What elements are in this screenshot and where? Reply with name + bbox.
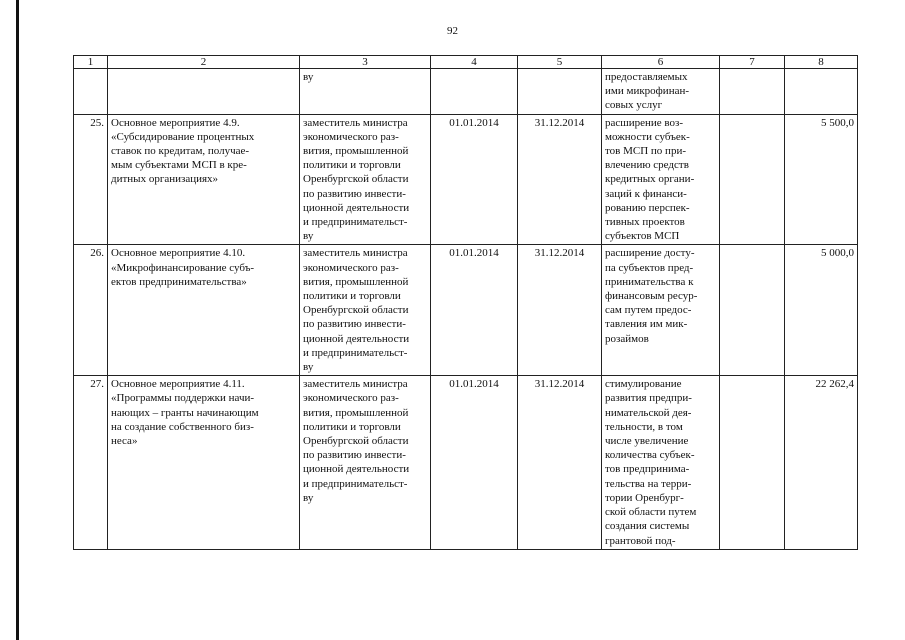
text-line: финансовым ресур- [605, 290, 698, 303]
text-line: тавления им мик- [605, 318, 688, 331]
event-cell [108, 114, 300, 245]
end-date: 31.12.2014 [518, 114, 602, 245]
start-date: 01.01.2014 [431, 245, 518, 376]
header-col-1: 1 [74, 56, 108, 69]
col7-cell [720, 376, 785, 549]
text-line: политики и торговли [303, 159, 401, 172]
text-line: Оренбургской области [303, 173, 409, 186]
result-cell [602, 114, 720, 245]
text-line: па субъектов пред- [605, 261, 694, 274]
row-number: 26. [74, 245, 108, 376]
text-line: заместитель министра [303, 116, 408, 129]
text-line: тов предпринима- [605, 463, 690, 476]
text-line: тов МСП по при- [605, 145, 686, 158]
text-line: принимательства к [605, 275, 694, 288]
row-number: 27. [74, 376, 108, 549]
text-line: ву [303, 71, 314, 83]
end-date: 31.12.2014 [518, 376, 602, 549]
header-col-7: 7 [720, 56, 785, 69]
cell-empty [431, 69, 518, 115]
scan-left-edge-bar [16, 0, 19, 640]
text-line: Оренбургской области [303, 435, 409, 448]
text-line: Основное мероприятие 4.10. [111, 247, 246, 260]
page-number: 92 [447, 25, 458, 37]
text-line: «Программы поддержки начи- [111, 392, 255, 405]
header-col-2: 2 [108, 56, 300, 69]
text-line: по развитию инвести- [303, 187, 406, 200]
result-cell [602, 69, 720, 115]
text-line: заместитель министра [303, 247, 408, 260]
text-line: стимулирование [605, 378, 682, 391]
text-line: экономического раз- [303, 392, 399, 405]
text-line: заций к финанси- [605, 187, 687, 200]
amount-cell: 5 500,0 [785, 114, 858, 245]
text-line: вития, промышленной [303, 145, 409, 158]
result-cell [602, 376, 720, 549]
amount-cell: 5 000,0 [785, 245, 858, 376]
start-date: 01.01.2014 [431, 114, 518, 245]
text-line: дитных организациях» [111, 173, 219, 186]
text-line: вития, промышленной [303, 275, 409, 288]
event-cell [108, 376, 300, 549]
text-line: ектов предпринимательства» [111, 275, 247, 288]
header-col-4: 4 [431, 56, 518, 69]
continuation-row [74, 69, 858, 115]
text-line: ставок по кредитам, получае- [111, 145, 250, 158]
text-line: ционной деятельности [303, 332, 410, 345]
event-cell [108, 245, 300, 376]
text-line: расширение досту- [605, 247, 695, 260]
col7-cell [720, 114, 785, 245]
text-line: влечению средств [605, 159, 689, 172]
text-line: политики и торговли [303, 290, 401, 303]
text-line: создания системы [605, 520, 690, 533]
text-line: ской области путем [605, 506, 697, 519]
text-line: политики и торговли [303, 420, 401, 433]
text-line: на создание собственного биз- [111, 420, 254, 433]
text-line: можности субъек- [605, 130, 690, 143]
text-line: заместитель министра [303, 378, 408, 391]
cell-empty [785, 69, 858, 115]
header-col-8: 8 [785, 56, 858, 69]
table-row [74, 376, 858, 549]
header-col-6: 6 [602, 56, 720, 69]
text-line: вития, промышленной [303, 406, 409, 419]
executor-cell [300, 114, 431, 245]
text-line: «Субсидирование процентных [111, 130, 255, 143]
text-line: ционной деятельности [303, 463, 410, 476]
amount-cell: 22 262,4 [785, 376, 858, 549]
text-line: развития предпри- [605, 392, 692, 405]
cell-empty [108, 69, 300, 115]
cell-empty [518, 69, 602, 115]
header-row [74, 56, 858, 69]
text-line: ву [303, 230, 314, 243]
text-line: расширение воз- [605, 116, 684, 129]
cell-empty [74, 69, 108, 115]
table-row [74, 114, 858, 245]
executor-cell [300, 245, 431, 376]
text-line: тельства на терри- [605, 477, 692, 490]
text-line: тории Оренбург- [605, 491, 684, 504]
text-line: розаймов [605, 332, 649, 345]
text-line: ву [303, 361, 314, 374]
result-cell [602, 245, 720, 376]
end-date: 31.12.2014 [518, 245, 602, 376]
text-line: тельности, в том [605, 420, 683, 433]
header-col-5: 5 [518, 56, 602, 69]
text-line: нимательской дея- [605, 406, 692, 419]
measures-table [73, 55, 858, 550]
text-line: рованию перспек- [605, 201, 690, 214]
text-line: экономического раз- [303, 130, 399, 143]
text-line: ву [303, 491, 314, 504]
text-line: Основное мероприятие 4.11. [111, 378, 245, 391]
text-line: субъектов МСП [605, 230, 680, 243]
table-row [74, 245, 858, 376]
text-line: по развитию инвести- [303, 318, 406, 331]
text-line: совых услуг [605, 99, 663, 112]
text-line: числе увеличение [605, 435, 689, 448]
text-line: и предпринимательст- [303, 216, 408, 229]
text-line: и предпринимательст- [303, 477, 408, 490]
start-date: 01.01.2014 [431, 376, 518, 549]
text-line: кредитных органи- [605, 173, 695, 186]
header-col-3: 3 [300, 56, 431, 69]
text-line: Основное мероприятие 4.9. [111, 116, 240, 129]
text-line: грантовой под- [605, 534, 676, 547]
text-line: по развитию инвести- [303, 449, 406, 462]
text-line: тивных проектов [605, 216, 685, 229]
text-line: экономического раз- [303, 261, 399, 274]
text-line: ционной деятельности [303, 201, 410, 214]
text-line: нающих – гранты начинающим [111, 406, 259, 419]
text-line: неса» [111, 435, 138, 448]
text-line: количества субъек- [605, 449, 695, 462]
text-line: предоставляемых [605, 71, 688, 83]
text-line: и предпринимательст- [303, 346, 408, 359]
col7-cell [720, 245, 785, 376]
executor-cell [300, 69, 431, 115]
text-line: мым субъектами МСП в кре- [111, 159, 247, 172]
text-line: Оренбургской области [303, 304, 409, 317]
text-line: «Микрофинансирование субъ- [111, 261, 255, 274]
executor-cell [300, 376, 431, 549]
text-line: сам путем предос- [605, 304, 692, 317]
row-number: 25. [74, 114, 108, 245]
cell-empty [720, 69, 785, 115]
text-line: ими микрофинан- [605, 85, 690, 98]
